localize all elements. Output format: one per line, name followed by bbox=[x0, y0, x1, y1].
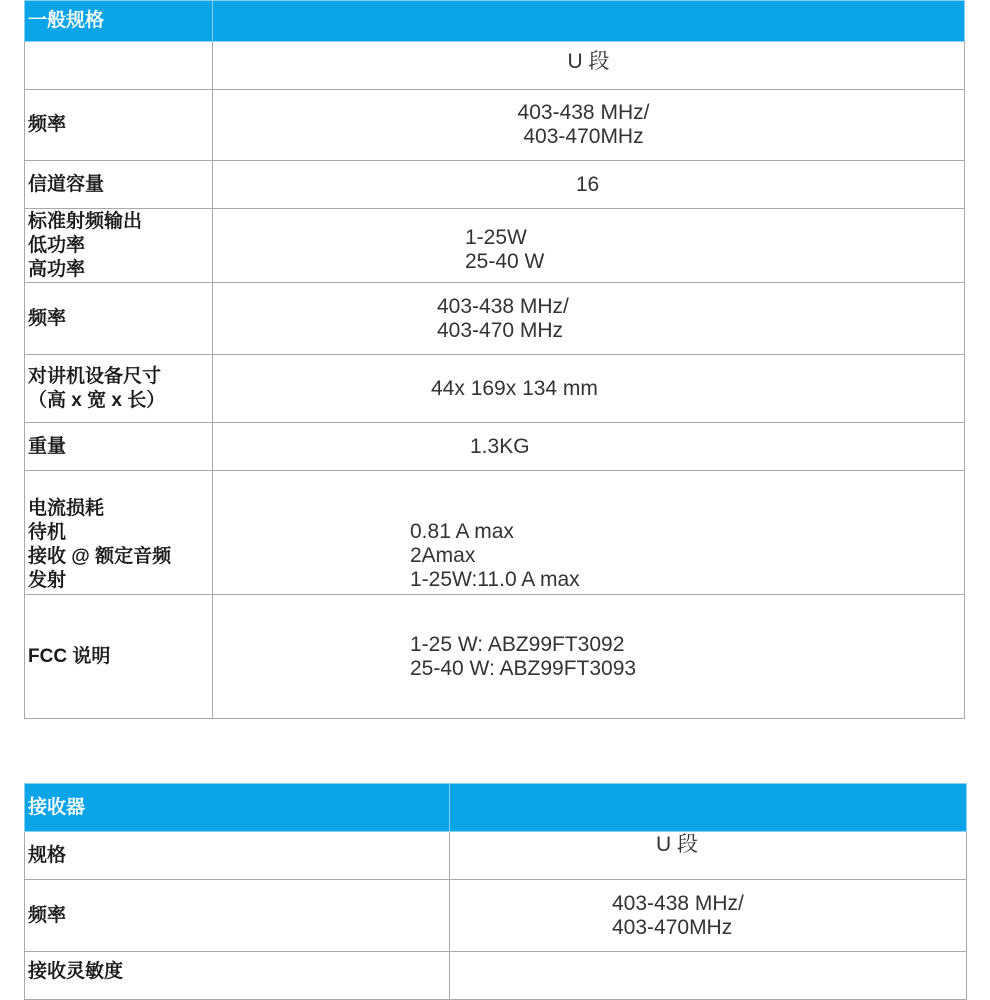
row-value bbox=[213, 90, 965, 161]
general-spec-table bbox=[24, 0, 965, 719]
value-line: U 段 bbox=[656, 833, 698, 856]
value-line: 403-470MHz bbox=[523, 125, 644, 148]
row-label bbox=[25, 423, 213, 471]
label-line: 发射 bbox=[28, 569, 67, 591]
row-label bbox=[25, 42, 213, 90]
value-line: 1-25 W: ABZ99FT3092 bbox=[410, 632, 625, 656]
value-line: U 段 bbox=[567, 50, 610, 73]
label-line: FCC 说明 bbox=[28, 645, 111, 667]
receiver-spec-table bbox=[24, 783, 967, 1000]
label-line: 接收灵敏度 bbox=[28, 961, 124, 982]
receiver-row-sensitivity bbox=[25, 952, 967, 1000]
spec-row-channel-capacity bbox=[25, 161, 965, 209]
value-line: 403-470MHz bbox=[612, 915, 733, 939]
value-line: 44x 169x 134 mm bbox=[431, 376, 598, 400]
receiver-header-blank bbox=[450, 784, 967, 832]
row-label bbox=[25, 595, 213, 719]
spec-row-band bbox=[25, 42, 965, 90]
spec-row-weight bbox=[25, 423, 965, 471]
value-line: 16 bbox=[575, 172, 600, 196]
row-label bbox=[25, 471, 213, 595]
row-value bbox=[213, 209, 965, 283]
value-line: 403-438 MHz/ bbox=[437, 294, 569, 318]
row-label bbox=[25, 209, 213, 283]
label-line: 频率 bbox=[28, 114, 67, 135]
label-line: 规格 bbox=[28, 844, 67, 866]
value-line: 25-40 W: ABZ99FT3093 bbox=[410, 656, 637, 680]
label-line: 待机 bbox=[28, 521, 67, 543]
row-value bbox=[213, 423, 965, 471]
value-line: 1-25W:11.0 A max bbox=[410, 568, 580, 591]
label-line: 标准射频输出 bbox=[28, 210, 143, 232]
spec-row-rf-output bbox=[25, 209, 965, 283]
spec-row-fcc bbox=[25, 595, 965, 719]
row-value bbox=[213, 283, 965, 355]
general-header-title: 一般规格 bbox=[25, 1, 213, 42]
spec-row-dimensions bbox=[25, 355, 965, 423]
label-line: 对讲机设备尺寸 bbox=[28, 365, 162, 387]
row-label bbox=[25, 283, 213, 355]
label-line: 电流损耗 bbox=[28, 497, 105, 519]
label-line: 低功率 bbox=[28, 234, 86, 256]
spec-row-current-drain bbox=[25, 471, 965, 595]
value-line: 403-438 MHz/ bbox=[612, 891, 744, 915]
row-label bbox=[25, 90, 213, 161]
label-line: （高 x 宽 x 长） bbox=[28, 389, 166, 411]
row-value bbox=[213, 355, 965, 423]
spec-row-frequency bbox=[25, 90, 965, 161]
receiver-header-title: 接收器 bbox=[25, 784, 450, 832]
row-value bbox=[213, 42, 965, 90]
spec-row-frequency-2 bbox=[25, 283, 965, 355]
value-line: 1.3KG bbox=[470, 434, 530, 458]
row-value bbox=[213, 161, 965, 209]
value-line: 25-40 W bbox=[465, 249, 545, 273]
label-line: 频率 bbox=[28, 904, 67, 926]
row-label bbox=[25, 952, 450, 1000]
label-line: 接收 @ 额定音频 bbox=[28, 545, 172, 567]
row-value bbox=[213, 471, 965, 595]
row-value bbox=[450, 832, 967, 880]
value-line: 403-438 MHz/ bbox=[517, 101, 650, 124]
row-label bbox=[25, 880, 450, 952]
label-line: 频率 bbox=[28, 307, 67, 329]
value-line: 403-470 MHz bbox=[437, 318, 564, 342]
label-line: 信道容量 bbox=[28, 173, 105, 195]
receiver-header-row bbox=[25, 784, 967, 832]
row-label bbox=[25, 355, 213, 423]
value-line: 0.81 A max bbox=[410, 520, 514, 543]
general-header-blank bbox=[213, 1, 965, 42]
receiver-row-spec bbox=[25, 832, 967, 880]
row-value bbox=[450, 952, 967, 1000]
row-value bbox=[213, 595, 965, 719]
receiver-row-frequency bbox=[25, 880, 967, 952]
value-line: 2Amax bbox=[410, 544, 476, 567]
general-header-row bbox=[25, 1, 965, 42]
row-label bbox=[25, 832, 450, 880]
label-line: 重量 bbox=[28, 435, 67, 457]
row-label bbox=[25, 161, 213, 209]
value-line: 1-25W bbox=[465, 225, 527, 249]
row-value bbox=[450, 880, 967, 952]
label-line: 高功率 bbox=[28, 258, 86, 280]
